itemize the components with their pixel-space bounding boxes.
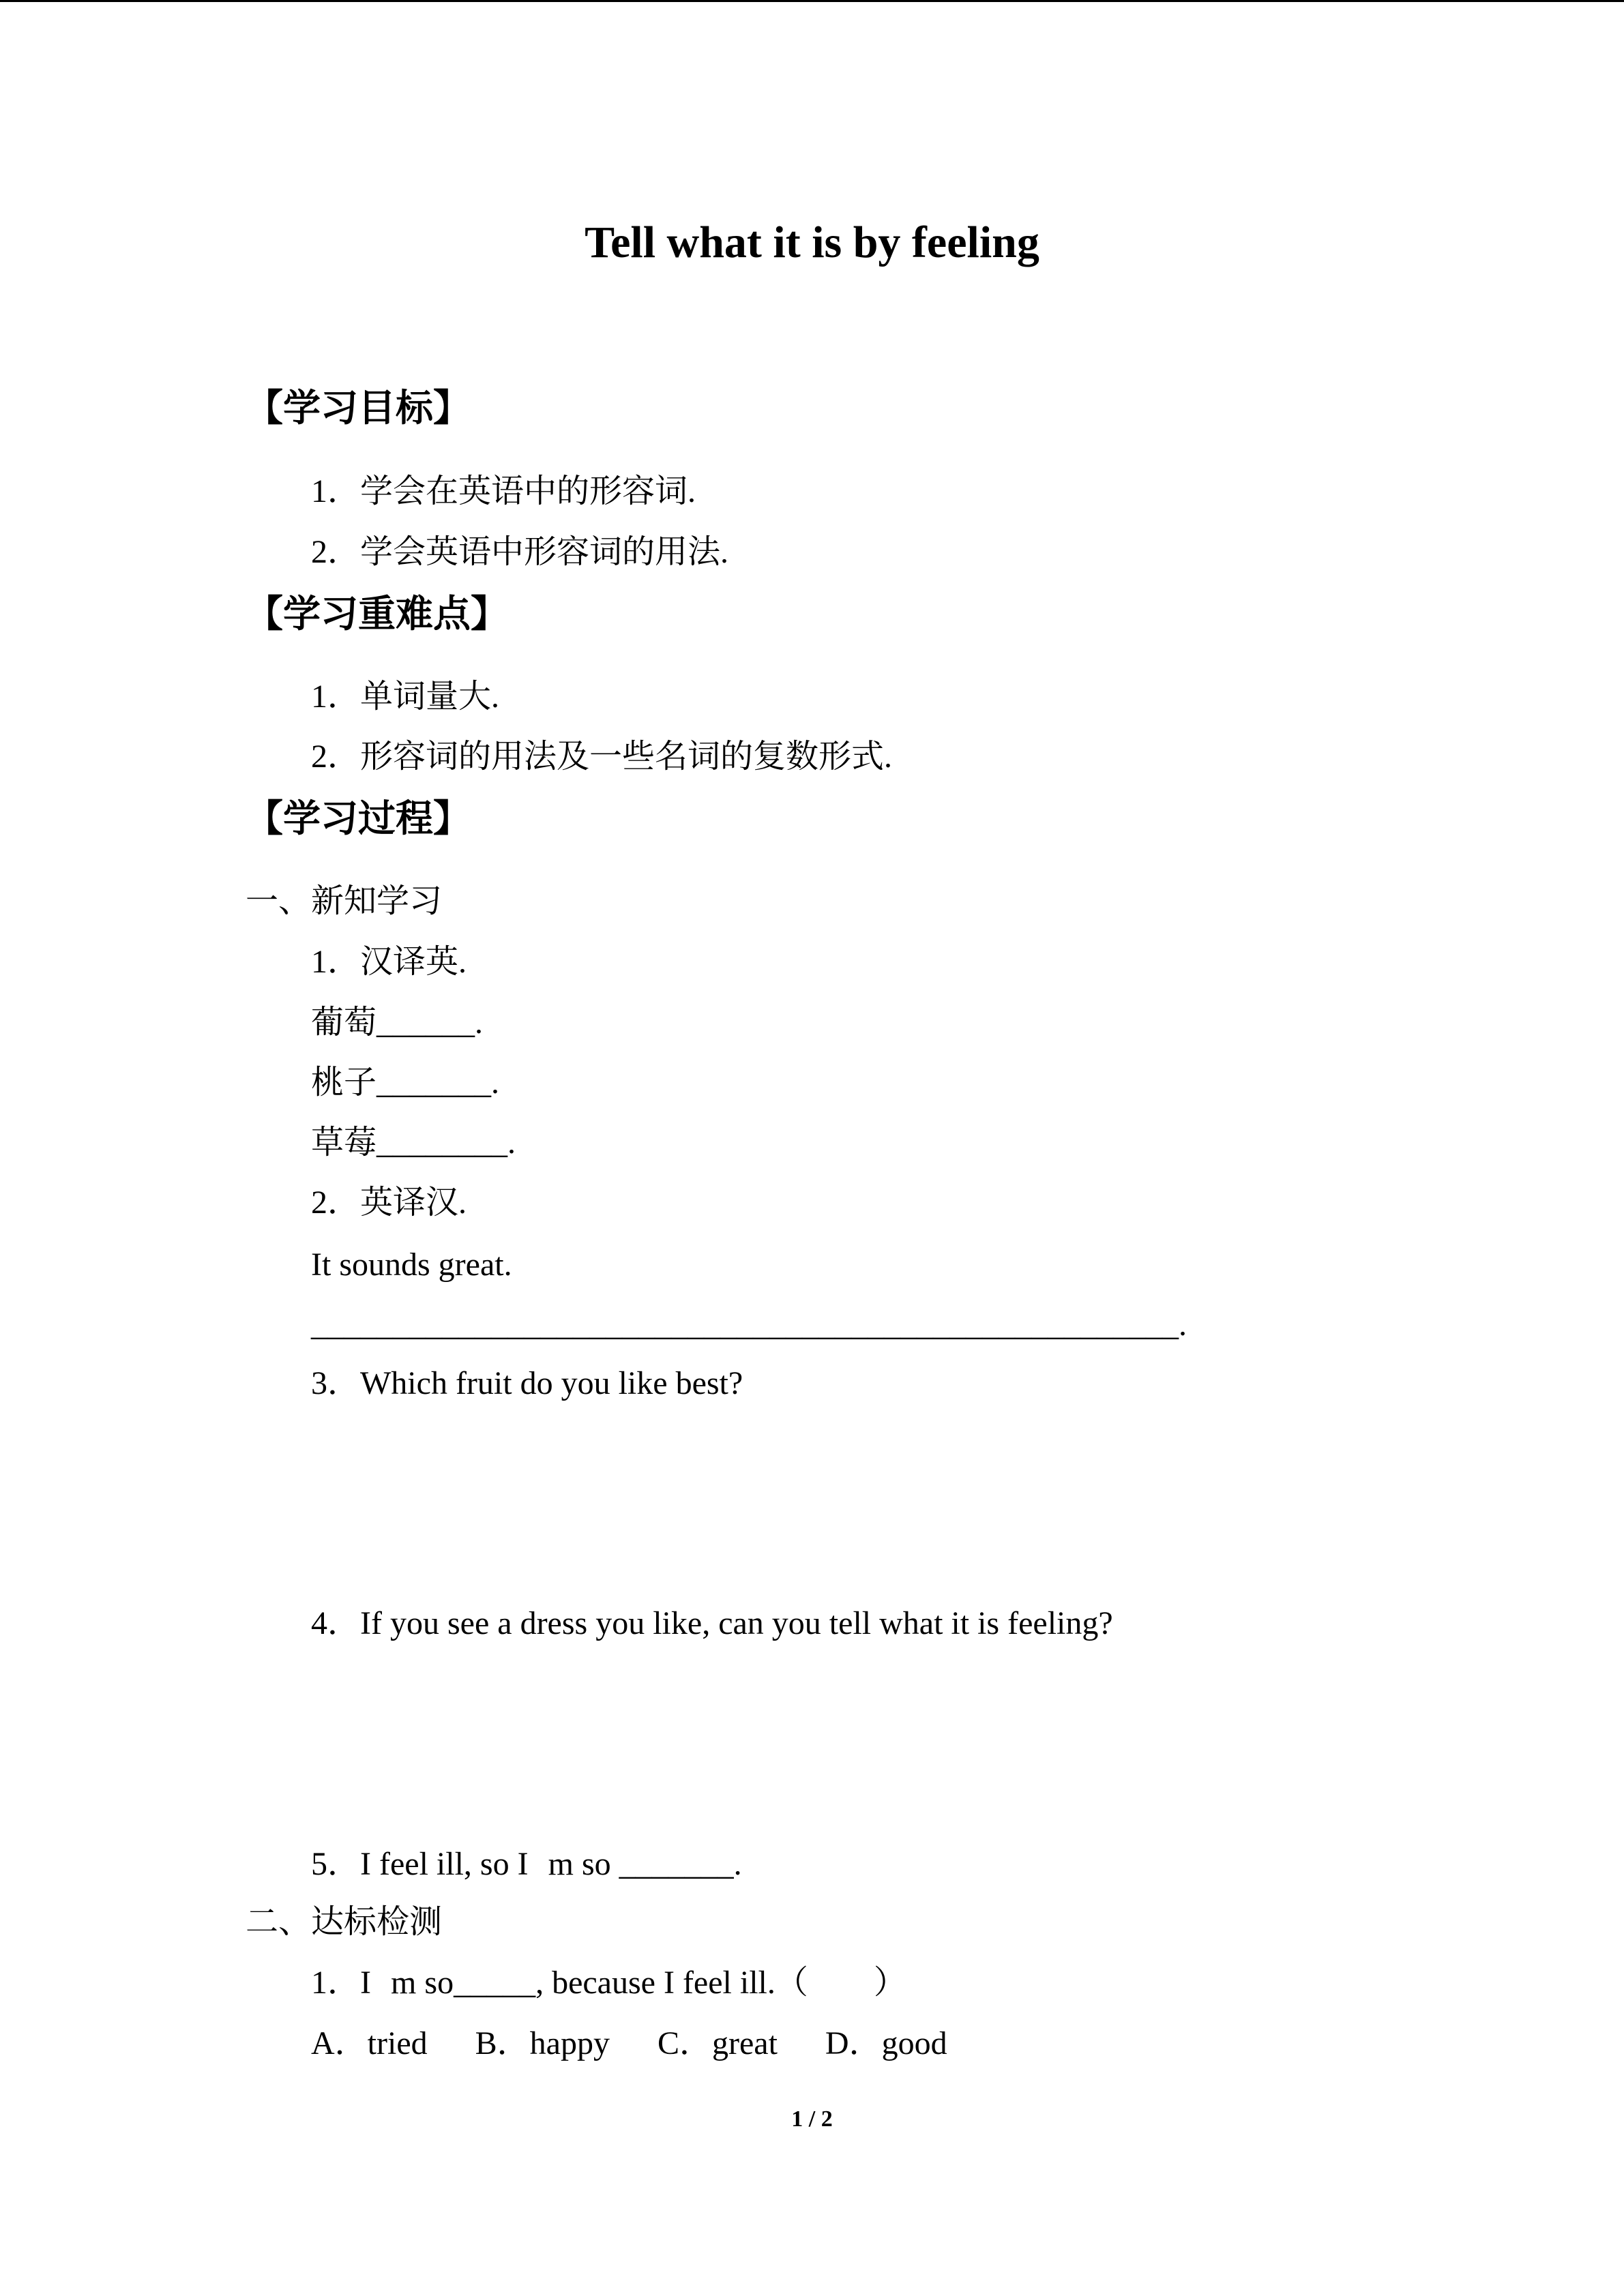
question-3: 3．Which fruit do you like best?	[311, 1365, 743, 1401]
question-5: 5．I feel ill, so Im so _______.	[311, 1846, 742, 1882]
answer-options	[311, 2027, 947, 2060]
part2-heading: 二、达标检测	[246, 1904, 443, 1940]
question-4: 4．If you see a dress you like, can you tell what it is feeling?	[311, 1605, 1113, 1641]
question-2: 2．英译汉.	[311, 1184, 467, 1221]
test-question-1: 1．Im so_____, because I feel ill.（ ）	[311, 1965, 906, 2001]
question-2-sentence: It sounds great.	[311, 1247, 512, 1283]
part1-heading: 一、新知学习	[246, 883, 443, 919]
difficulty-item-1: 1．单词量大.	[311, 679, 500, 715]
option-d: D．good	[825, 2025, 947, 2061]
document-title: Tell what it is by feeling	[585, 218, 1039, 267]
section-heading-goals: 【学习目标】	[246, 386, 471, 430]
goal-item-1: 1．学会在英语中的形容词.	[311, 473, 696, 509]
translate-line-strawberry: 草莓________.	[311, 1124, 516, 1161]
translate-line-grape: 葡萄______.	[311, 1004, 484, 1041]
difficulty-item-2: 2．形容词的用法及一些名词的复数形式.	[311, 739, 893, 775]
option-b: B．happy	[475, 2025, 610, 2061]
question-1: 1．汉译英.	[311, 944, 467, 980]
option-c: C．great	[657, 2025, 778, 2061]
question-2-answer-line: _____________________________________________________.	[311, 1307, 1187, 1343]
goal-item-2: 2．学会英语中形容词的用法.	[311, 534, 729, 570]
option-a: A．tried	[311, 2025, 428, 2061]
section-heading-difficulties: 【学习重难点】	[246, 592, 509, 636]
section-heading-process: 【学习过程】	[246, 796, 471, 840]
page-number: 1 / 2	[791, 2106, 833, 2132]
translate-line-peach: 桃子_______.	[311, 1064, 500, 1101]
